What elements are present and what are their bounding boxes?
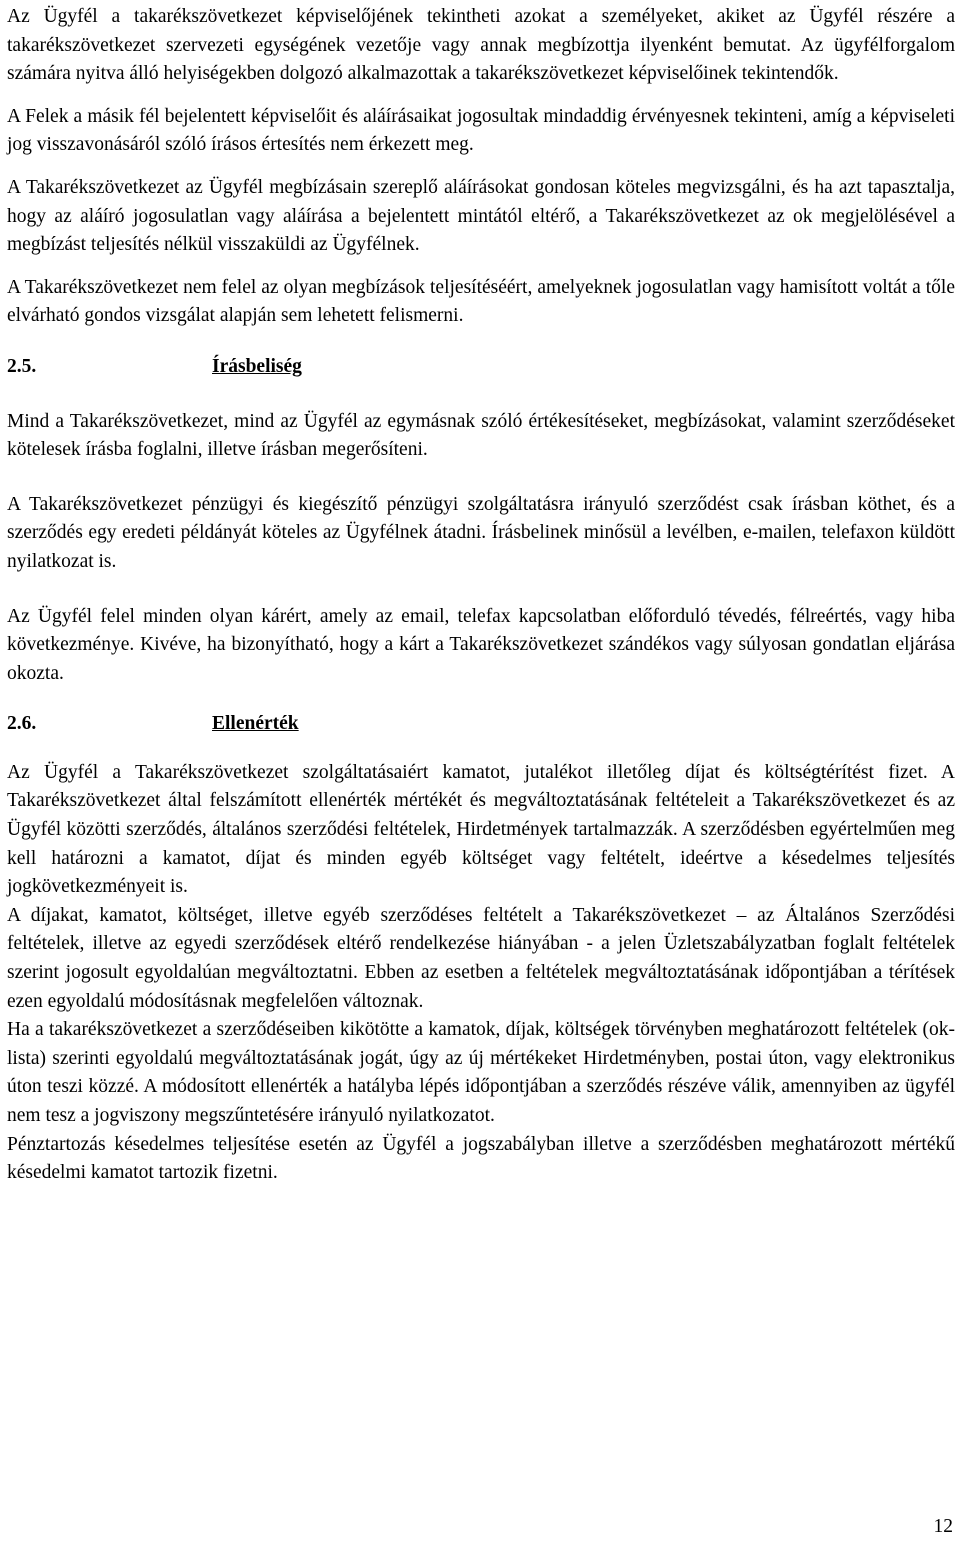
page-number: 12 <box>933 1516 953 1537</box>
paragraph-written-contract: A Takarékszövetkezet pénzügyi és kiegészítő pénzügyi szolgáltatásra irányuló szerződést csak írásban köthet, és a szerződés egy eredeti példányát köteles az Ügyfélnek átadni. Írásbelinek minősül a levélben, e-mailen, telefaxon küldött nyilatkozat is. <box>7 493 955 572</box>
paragraph-parties-representatives: A Felek a másik fél bejelentett képviselőit és aláírásaikat jogosultak mindaddig érvényesnek tekinteni, amíg a képviseleti jog visszavonásáról szóló írásos értesítés nem érkezett meg. <box>7 105 955 156</box>
paragraph-email-liability: Az Ügyfél felel minden olyan kárért, amely az email, telefax kapcsolatban előforduló tévedés, félreértés, vagy hiba következménye. Kivéve, ha bizonyítható, hogy a kárt a Takarékszövetkezet szándékos vagy súlyosan gondatlan eljárása okozta. <box>7 605 955 684</box>
section-title: Írásbeliség <box>212 355 302 377</box>
section-title: Ellenérték <box>212 713 299 735</box>
document-page <box>7 3 955 1188</box>
section-heading-2-6 <box>7 710 955 739</box>
section-number: 2.6. <box>7 713 37 735</box>
paragraph-announcement: Ha a takarékszövetkezet a szerződéseiben kikötötte a kamatok, díjak, költségek törvényben meghatározott feltételek (ok-lista) szerinti egyoldalú megváltoztatásának jogát, úgy az új mértékeket Hirdetményben, postai úton, vagy elektronikus úton teszi közzé. A módosított ellenérték a hatályba lépés időpontjában a szerződés részéve válik, amennyiben az ügyfél nem tesz a jogviszony megszűntetésére irányuló nyilatkozatot. <box>7 1019 955 1126</box>
paragraph-signature-check: A Takarékszövetkezet az Ügyfél megbízásain szereplő aláírásokat gondosan köteles megvizsgálni, és ha azt tapasztalja, hogy az aláíró jogosulatlan vagy aláírása a bejelentett mintától eltérő, a Takarékszövetkezet az ok megjelölésével a megbízást teljesítés nélkül visszaküldi az Ügyfélnek. <box>7 176 955 256</box>
paragraph-liability-forged: A Takarékszövetkezet nem felel az olyan megbízások teljesítéséért, amelyeknek jogosulatlan vagy hamisított voltát a tőle elvárható gondos vizsgálat alapján sem lehetett felismerni. <box>7 276 955 327</box>
paragraph-fees: Az Ügyfél a Takarékszövetkezet szolgáltatásaiért kamatot, jutalékot illetőleg díjat és költségtérítést fizet. A Takarékszövetkezet által felszámított ellenérték mértékét és megváltoztatásának feltételeit a Takarékszövetkezet és az Ügyfél közötti szerződés, általános szerződési feltételek, Hirdetmények tartalmazzák. A szerződésben egyértelműen meg kell határozni a kamatot, díjat és minden egyéb költséget vagy feltételt, ideértve a késedelmes teljesítés jogkövetkezményeit is. <box>7 761 955 898</box>
paragraph-unilateral-change: A díjakat, kamatot, költséget, illetve egyéb szerződéses feltételt a Takarékszövetkezet – az Általános Szerződési feltételek, illetve az egyedi szerződések eltérő rendelkezése hiányában - a jelen Üzletszabályzatban foglalt feltételek szerint jogosult egyoldalúan megváltoztatni. Ebben az esetben a feltételek megváltoztatásának időpontjában a térítések ezen egyoldalú módosításnak megfelelően változnak. <box>7 904 955 1012</box>
paragraph-representatives: Az Ügyfél a takarékszövetkezet képviselőjének tekintheti azokat a személyeket, akiket az Ügyfél részére a takarékszövetkezet szervezeti egységének vezetője vagy annak megbízottja ilyenként bemutat. Az ügyfélforgalom számára nyitva álló helyiségekben dolgozó alkalmazottak a takarékszövetkezet képviselőinek tekintendők. <box>7 6 955 85</box>
section-number: 2.5. <box>7 355 37 377</box>
paragraph-written-form: Mind a Takarékszövetkezet, mind az Ügyfél az egymásnak szóló értékesítéseket, megbízásokat, valamint szerződéseket kötelesek írásba foglalni, illetve írásban megerősíteni. <box>7 410 955 461</box>
paragraph-late-interest: Pénztartozás késedelmes teljesítése esetén az Ügyfél a jogszabályban illetve a szerződésben meghatározott mértékű késedelmi kamatot tartozik fizetni. <box>7 1133 955 1184</box>
section-heading-2-5 <box>7 353 955 382</box>
